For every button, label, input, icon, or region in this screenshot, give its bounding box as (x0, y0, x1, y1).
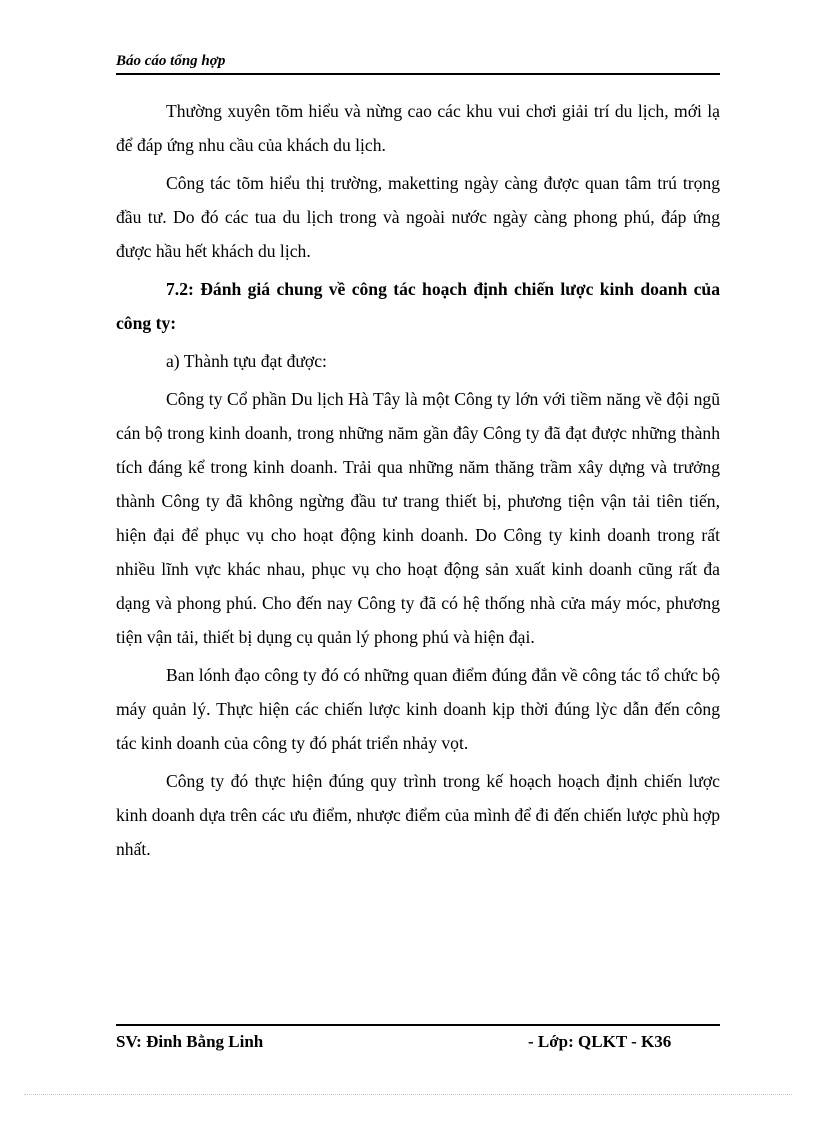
header-title: Báo cáo tổng hợp (116, 53, 226, 69)
paragraph-market-research: Công tác tõm hiểu thị trường, maketting ngày càng được quan tâm trú trọng đầu tư. Do đó các tua du lịch trong và ngoài nước ngày càng phong phú, đáp ứng được hầu hết khách du lịch. (116, 173, 720, 261)
footer-row (116, 1032, 720, 1058)
paragraph-entertainment: Thường xuyên tõm hiểu và nừng cao các khu vui chơi giải trí du lịch, mới lạ để đáp ứng nhu cầu của khách du lịch. (116, 101, 720, 155)
page-header (116, 52, 720, 75)
subsection-heading: a) Thành tựu đạt được: (166, 351, 327, 371)
section-heading: 7.2: Đánh giá chung về công tác hoạch định chiến lược kinh doanh của công ty: (116, 279, 720, 333)
page-edge-divider (24, 1094, 792, 1095)
paragraph-achievements: Công ty Cổ phần Du lịch Hà Tây là một Công ty lớn với tiềm năng về đội ngũ cán bộ trong kinh doanh, trong những năm gần đây Công ty đã đạt được những thành tích đáng kể trong kinh doanh. Trải qua những năm thăng trầm xây dựng và trưởng thành Công ty đã không ngừng đầu tư trang thiết bị, phương tiện vận tải tiên tiến, hiện đại để phục vụ cho hoạt động kinh doanh. Do Công ty kinh doanh trong rất nhiều lĩnh vực khác nhau, phục vụ cho hoạt động sản xuất kinh doanh cũng rất đa dạng và phong phú. Cho đến nay Công ty đã có hệ thống nhà cửa máy móc, phương tiện vận tải, thiết bị dụng cụ quản lý phong phú và hiện đại. (116, 389, 720, 647)
paragraph-planning-process: Công ty đó thực hiện đúng quy trình trong kế hoạch hoạch định chiến lược kinh doanh dựa trên các ưu điểm, nhược điểm của mình để đi đến chiến lược phù hợp nhất. (116, 771, 720, 859)
footer-student: SV: Đinh Bằng Linh (116, 1032, 264, 1051)
header-rule (116, 73, 720, 75)
paragraph-leadership: Ban lónh đạo công ty đó có những quan điểm đúng đắn về công tác tổ chức bộ máy quản lý. Thực hiện các chiến lược kinh doanh kịp thời đúng lỳc dẫn đến công tác kinh doanh của công ty đó phát triển nhảy vọt. (116, 665, 720, 753)
footer-rule (116, 1024, 720, 1026)
page-footer (116, 1024, 720, 1058)
document-body (116, 94, 720, 870)
footer-class: - Lớp: QLKT - K36 (528, 1032, 672, 1051)
